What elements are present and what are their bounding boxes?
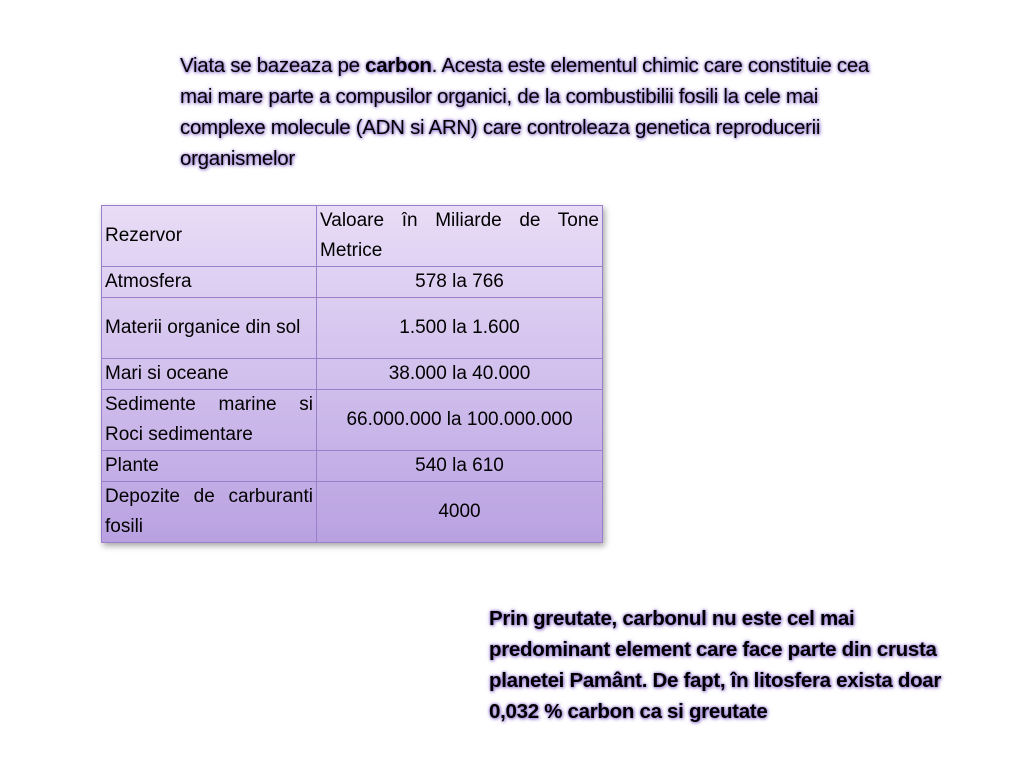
row-reservoir-cell: Depozite de carburanti fosili xyxy=(102,482,317,543)
table-row xyxy=(102,482,603,543)
row-reservoir-cell: Atmosfera xyxy=(102,267,317,298)
row-reservoir-cell: Plante xyxy=(102,451,317,482)
row-value-cell: 578 la 766 xyxy=(317,267,603,298)
footnote-paragraph: Prin greutate, carbonul nu este cel mai predominant element care face parte din crusta planetei Pamânt. De fapt, în litosfera exista doar 0,032 % carbon ca si greutate xyxy=(489,607,942,723)
row-value-cell: 66.000.000 la 100.000.000 xyxy=(317,390,603,451)
row-value-cell: 540 la 610 xyxy=(317,451,603,482)
row-reservoir-cell: Sedimente marine si Roci sedimentare xyxy=(102,390,317,451)
row-value-cell: 1.500 la 1.600 xyxy=(317,298,603,359)
table-row xyxy=(102,451,603,482)
intro-paragraph xyxy=(180,50,900,174)
row-value-cell: 4000 xyxy=(317,482,603,543)
table-row xyxy=(102,359,603,390)
intro-prefix: Viata se bazeaza pe xyxy=(180,54,366,77)
header-value: Valoare în Miliarde de Tone Metrice xyxy=(317,206,603,267)
carbon-reservoir-table xyxy=(101,205,603,543)
table-row xyxy=(102,267,603,298)
table-row xyxy=(102,298,603,359)
row-reservoir-cell: Mari si oceane xyxy=(102,359,317,390)
intro-emphasis-carbon: carbon xyxy=(365,54,432,77)
row-value-cell: 38.000 la 40.000 xyxy=(317,359,603,390)
table-row xyxy=(102,390,603,451)
intro-suffix: . Acesta este elementul chimic care constituie cea mai mare parte a compusilor organici, de la combustibilii fosili la cele mai complexe molecule (ADN si ARN) care controleaza genetica reproducerii organismelor xyxy=(180,54,870,170)
row-reservoir-cell: Materii organice din sol xyxy=(102,298,317,359)
table-header-row xyxy=(102,206,603,267)
header-reservoir: Rezervor xyxy=(102,206,317,267)
